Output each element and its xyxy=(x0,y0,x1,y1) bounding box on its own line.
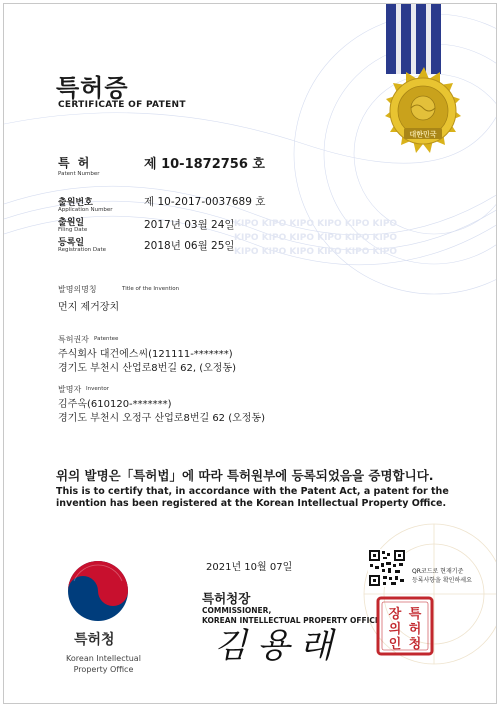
commissioner-line2: KOREAN INTELLECTUAL PROPERTY OFFICE xyxy=(202,616,381,625)
issue-date: 2021년 10월 07일 xyxy=(206,562,293,573)
certificate-title: 특허증 xyxy=(56,74,129,102)
registration-date-value: 2018년 06월 25일 xyxy=(144,240,235,252)
patentee-label-en: Patentee xyxy=(94,336,119,342)
declaration-ko: 위의 발명은「특허법」에 따라 특허원부에 등록되었음을 증명합니다. xyxy=(56,468,434,483)
medal-text: 대한민국 xyxy=(409,130,437,139)
patentee-address: 경기도 부천시 산업로8번길 62, (오정동) xyxy=(58,363,237,374)
inventor-name: 김주옥(610120-*******) xyxy=(58,399,172,410)
seal-char-5: 의 xyxy=(388,622,402,637)
inventor-label: 발명자 xyxy=(58,385,82,394)
filing-date-value: 2017년 03월 24일 xyxy=(144,219,235,231)
patentee-name: 주식회사 대건에스씨(121111-*******) xyxy=(58,349,233,360)
filing-date-label-en: Filing Date xyxy=(58,227,88,233)
kipo-name-en-line2: Property Office xyxy=(73,665,134,674)
registration-date-label: 등록일 xyxy=(58,238,85,248)
seal-char-6: 인 xyxy=(388,637,402,652)
gold-medal-emblem xyxy=(364,4,484,189)
qr-instruction xyxy=(412,567,472,585)
invention-label-en: Title of the Invention xyxy=(122,286,180,292)
seal-char-3: 청 xyxy=(408,637,422,652)
inventor-address: 경기도 부천시 오정구 산업로8번길 62 (오정동) xyxy=(58,413,266,424)
qr-instruction-line2: 등록사항을 확인하세요 xyxy=(412,577,472,584)
commissioner-signature: 김용래 xyxy=(214,626,343,666)
invention-label: 발명의명칭 xyxy=(58,285,97,294)
commissioner-title: 특허청장 xyxy=(202,591,251,606)
filing-date-label: 출원일 xyxy=(58,218,85,228)
official-seal-stamp xyxy=(376,596,434,656)
kipo-name-en xyxy=(56,653,151,675)
declaration-en: This is to certify that, in accordance with the Patent Act, a patent for the invention has been registered at the Korean Intellectual Property Office. xyxy=(56,486,449,509)
application-number-label: 출원번호 xyxy=(58,198,93,208)
svg-text:KIPO KIPO KIPO KIPO KIPO KIPO: KIPO KIPO KIPO KIPO KIPO KIPO xyxy=(234,219,398,229)
seal-char-1: 특 xyxy=(408,607,422,622)
patentee-label: 특허권자 xyxy=(58,335,89,344)
patent-certificate xyxy=(3,3,497,704)
registration-date-label-en: Registration Date xyxy=(58,247,107,253)
qr-instruction-line1: QR코드로 현재기준 xyxy=(412,568,464,575)
kipo-name-en-line1: Korean Intellectual xyxy=(66,654,141,663)
svg-text:KIPO KIPO KIPO KIPO KIPO KIPO: KIPO KIPO KIPO KIPO KIPO KIPO xyxy=(234,233,398,243)
qr-code-icon[interactable] xyxy=(368,549,406,587)
kipo-taegeuk-logo-icon xyxy=(66,559,130,623)
commissioner-line1: COMMISSIONER, xyxy=(202,606,272,615)
svg-text:KIPO KIPO KIPO KIPO KIPO KIPO: KIPO KIPO KIPO KIPO KIPO KIPO xyxy=(234,247,398,257)
patent-number-label: 특 허 xyxy=(58,156,92,170)
application-number-value: 제 10-2017-0037689 호 xyxy=(144,196,266,208)
application-number-label-en: Application Number xyxy=(58,207,113,213)
certificate-title-en: CERTIFICATE OF PATENT xyxy=(58,100,186,110)
inventor-label-en: Inventor xyxy=(86,386,110,392)
seal-char-2: 허 xyxy=(408,622,422,637)
seal-char-4: 장 xyxy=(388,607,402,622)
kipo-name-ko: 특허청 xyxy=(74,632,115,648)
invention-title: 먼지 제거장치 xyxy=(58,302,120,313)
patent-number-value: 제 10-1872756 호 xyxy=(144,157,265,172)
patent-number-label-en: Patent Number xyxy=(58,171,100,177)
